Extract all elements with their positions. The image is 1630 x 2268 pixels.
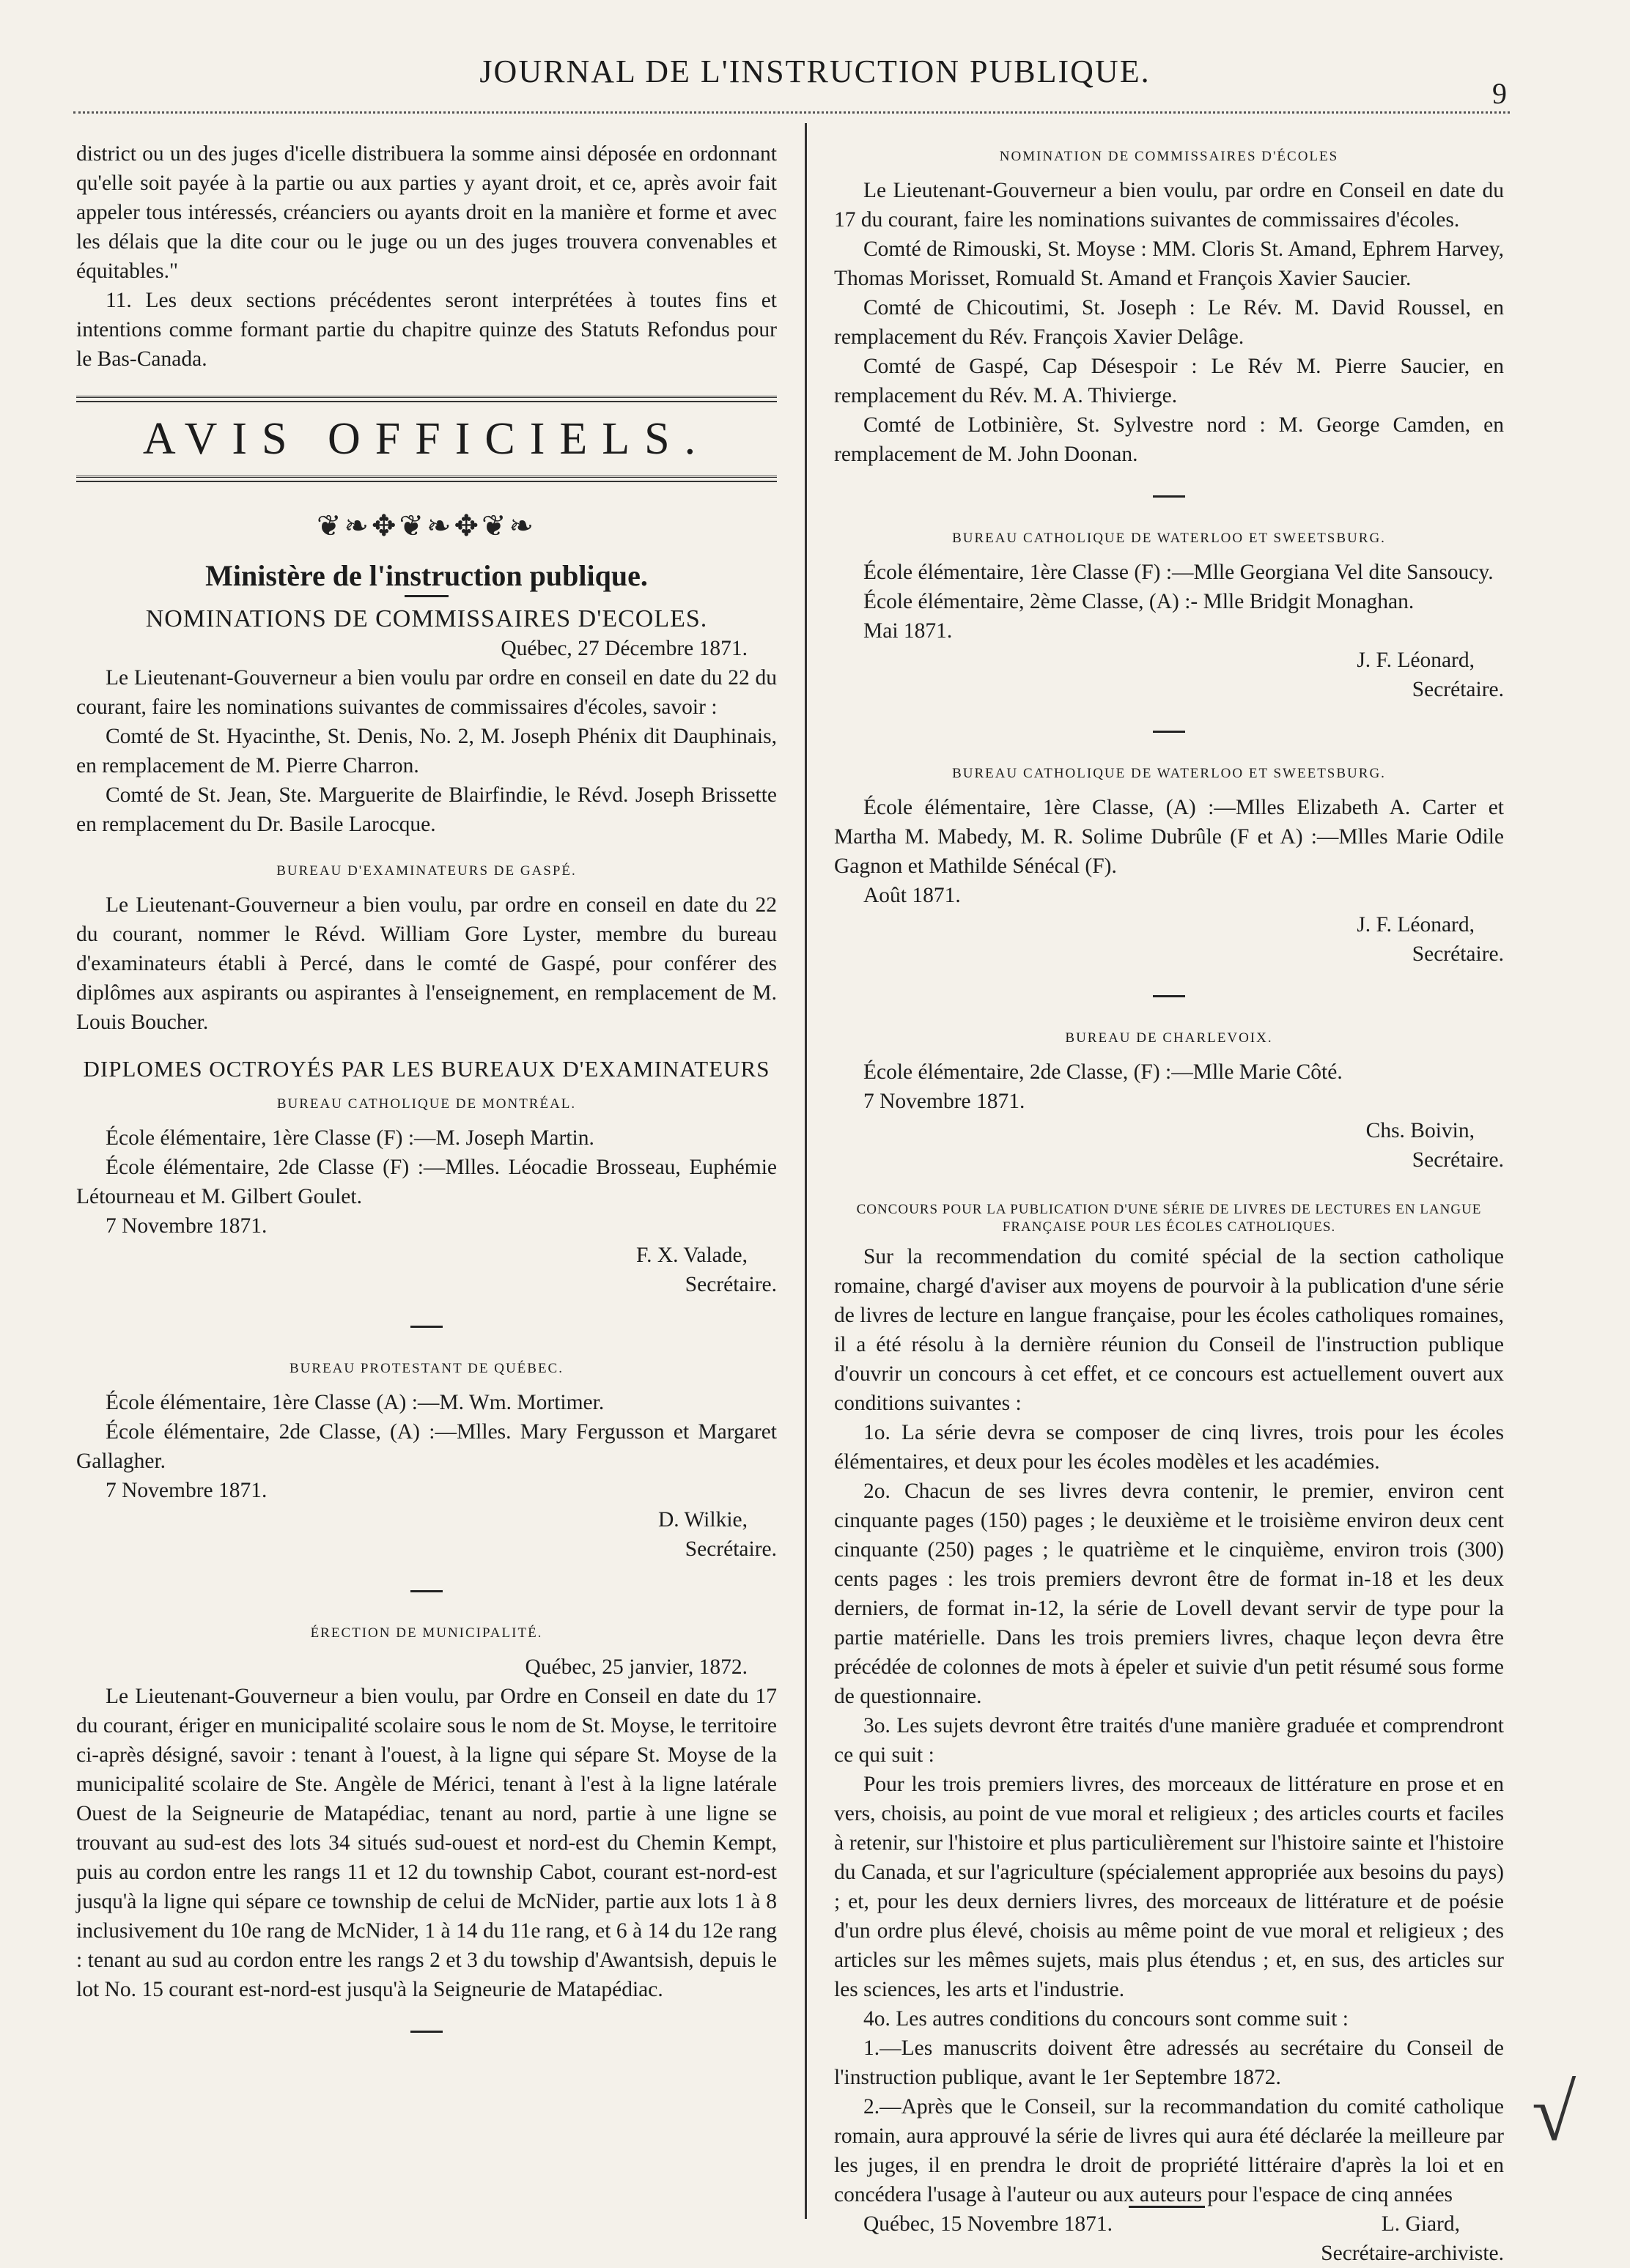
check-mark-icon: √ bbox=[1532, 2068, 1576, 2157]
concours-item: 3o. Les sujets devront être traités d'une manière graduée et comprendront ce qui suit : bbox=[834, 1714, 1504, 1767]
concours-item: 2o. Chacun de ses livres devra contenir, le premier, environ cent cinquante pages (150) pages ; le deuxième et le troisième environ deux cent cinquante (250) pages ; le quatrième et le cinquième, environ trois (300) cents pages : les trois premiers devront être de format in-18 et les deux derniers, de format in-12, la série de Lovell devant servir de type pour la partie matérielle. Dans les trois premiers livres, chaque leçon devra être précédée de colonnes de mots à épeler et suivie d'un petit résumé sous forme de questionnaire. bbox=[834, 1480, 1504, 1708]
right-column bbox=[834, 139, 1504, 2268]
waterloo-heading: BUREAU CATHOLIQUE DE WATERLOO ET SWEETSBURG. bbox=[952, 766, 1386, 781]
separator-rule bbox=[1153, 731, 1185, 733]
diploma-date: 7 Novembre 1871. bbox=[106, 1479, 268, 1502]
nominations-title: NOMINATIONS DE COMMISSAIRES D'ECOLES. bbox=[145, 605, 708, 632]
nomination-item: Comté de Chicoutimi, St. Joseph : Le Rév. M. David Roussel, en remplacement du Rév. François Xavier Delâge. bbox=[834, 296, 1504, 349]
separator-rule bbox=[410, 1326, 443, 1328]
end-rule bbox=[1129, 2206, 1205, 2208]
separator-rule bbox=[410, 2031, 443, 2033]
diploma-date: 7 Novembre 1871. bbox=[106, 1214, 268, 1238]
concours-item: 4o. Les autres conditions du concours sont comme suit : bbox=[863, 2007, 1349, 2031]
nominations-date: Québec, 27 Décembre 1871. bbox=[501, 637, 748, 660]
waterloo-heading: BUREAU CATHOLIQUE DE WATERLOO ET SWEETSBURG. bbox=[952, 531, 1386, 546]
diploma-line: École élémentaire, 1ère Classe (F) :—Mlle Georgiana Vel dite Sansoucy. bbox=[863, 561, 1494, 584]
section-11-paragraph: 11. Les deux sections précédentes seront interprétées à toutes fins et intentions comme formant partie du chapitre quinze des Statuts Refondus pour le Bas-Canada. bbox=[76, 289, 777, 371]
left-column bbox=[76, 139, 777, 2059]
diploma-line: École élémentaire, 1ère Classe (F) :—M. Joseph Martin. bbox=[106, 1126, 594, 1150]
quebec-protestant-heading: BUREAU PROTESTANT DE QUÉBEC. bbox=[290, 1361, 564, 1376]
signature-role: Secrétaire-archiviste. bbox=[1321, 2242, 1504, 2265]
signature-name: F. X. Valade, bbox=[636, 1244, 748, 1267]
nomination-item: Comté de St. Jean, Ste. Marguerite de Blairfindie, le Révd. Joseph Brissette en remplacement du Dr. Basile Larocque. bbox=[76, 783, 777, 836]
concours-signoff bbox=[834, 2209, 1504, 2239]
gaspe-paragraph: Le Lieutenant-Gouverneur a bien voulu, par ordre en conseil en date du 22 du courant, nommer le Révd. William Gore Lyster, membre du bureau d'examinateurs établi à Percé, dans le comté de Gaspé, pour conférer des diplômes aux aspirants ou aspirantes à l'enseignement, en remplacement de M. Louis Boucher. bbox=[76, 893, 777, 1034]
header-rule bbox=[73, 111, 1510, 114]
diploma-line: École élémentaire, 2de Classe, (A) :—Mlles. Mary Fergusson et Margaret Gallagher. bbox=[76, 1420, 777, 1473]
concours-intro: Sur la recommendation du comité spécial de la section catholique romaine, chargé d'aviser aux moyens de pourvoir à la publication d'une série de livres de lecture en langue française, pour les écoles catholiques romaines, il a été résolu à la dernière réunion du Conseil de l'instruction publique d'ouvrir un concours à cet effet, et ce concours est actuellement ouvert aux conditions suivantes : bbox=[834, 1245, 1504, 1415]
concours-item: 1o. La série devra se composer de cinq livres, trois pour les écoles élémentaires, et deux pour les écoles modèles et les académies. bbox=[834, 1421, 1504, 1474]
avis-officiels-title: AVIS OFFICIELS. bbox=[142, 414, 711, 464]
column-divider bbox=[805, 123, 807, 2219]
separator-rule bbox=[1153, 995, 1185, 997]
diploma-line: École élémentaire, 2de Classe (F) :—Mlles. Léocadie Brosseau, Euphémie Létourneau et M. Gilbert Goulet. bbox=[76, 1156, 777, 1208]
signature-role: Secrétaire. bbox=[685, 1273, 777, 1296]
signature-name: L. Giard, bbox=[1381, 2212, 1460, 2236]
municipalite-paragraph: Le Lieutenant-Gouverneur a bien voulu, par Ordre en Conseil en date du 17 du courant, ériger en municipalité scolaire sous le nom de St. Moyse, le territoire ci-après désigné, savoir : tenant à l'ouest, à la ligne qui sépare St. Moyse de la municipalité scolaire de Ste. Angèle de Mérici, tenant à l'est à la ligne latérale Ouest de la Seigneurie de Matapédiac, tenant au nord, partie à une ligne se trouvant au sud-est des lots 34 situés sud-ouest et nord-est du Chemin Kempt, puis au cordon entre les rangs 11 et 12 du township Cabot, courant est-nord-est jusqu'à la ligne qui sépare ce township de celui de McNider, partie aux lots 1 à 8 inclusivement du 10e rang de McNider, 1 à 14 du 11e rang, et 6 à 14 du 12e rang : tenant au sud au cordon entre les rangs 2 et 3 du towship d'Awantsish, depuis le lot No. 15 courant est-nord-est jusqu'à la Seigneurie de Matapédiac. bbox=[76, 1685, 777, 2001]
separator-rule bbox=[410, 1590, 443, 1592]
diploma-line: École élémentaire, 1ère Classe (A) :—M. Wm. Mortimer. bbox=[106, 1391, 605, 1414]
double-rule bbox=[76, 396, 777, 402]
montreal-heading: BUREAU CATHOLIQUE DE MONTRÉAL. bbox=[276, 1096, 577, 1112]
diploma-date: Mai 1871. bbox=[863, 619, 953, 643]
gaspe-heading: BUREAU D'EXAMINATEURS DE GASPÉ. bbox=[276, 863, 577, 879]
signature-role: Secrétaire. bbox=[685, 1537, 777, 1561]
concours-date: Québec, 15 Novembre 1871. bbox=[863, 2212, 1113, 2236]
diploma-line: École élémentaire, 2de Classe, (F) :—Mlle Marie Côté. bbox=[863, 1060, 1343, 1084]
signature-name: Chs. Boivin, bbox=[1365, 1119, 1475, 1142]
diplomes-title: DIPLOMES OCTROYÉS PAR LES BUREAUX D'EXAMINATEURS bbox=[83, 1056, 770, 1082]
nominations-intro: Le Lieutenant-Gouverneur a bien voulu par ordre en conseil en date du 22 du courant, faire les nominations suivantes de commissaires d'écoles, savoir : bbox=[76, 666, 777, 719]
signature-role: Secrétaire. bbox=[1412, 942, 1504, 966]
diploma-date: Août 1871. bbox=[863, 884, 961, 907]
concours-heading: CONCOURS POUR LA PUBLICATION D'UNE SÉRIE DE LIVRES DE LECTURES EN LANGUE FRANÇAISE POUR LES ÉCOLES CATHOLIQUES. bbox=[856, 1202, 1482, 1235]
nomination-item: Comté de Gaspé, Cap Désespoir : Le Rév M. Pierre Saucier, en remplacement du Rév. M. A. Thivierge. bbox=[834, 355, 1504, 407]
ministere-heading: Ministère de l'instruction publique. bbox=[205, 559, 648, 592]
signature-role: Secrétaire. bbox=[1412, 1148, 1504, 1172]
nomination-item: Comté de St. Hyacinthe, St. Denis, No. 2, M. Joseph Phénix dit Dauphinais, en remplacement de M. Pierre Charron. bbox=[76, 725, 777, 777]
municipalite-date: Québec, 25 janvier, 1872. bbox=[525, 1655, 748, 1679]
diploma-date: 7 Novembre 1871. bbox=[863, 1090, 1025, 1113]
municipalite-heading: ÉRECTION DE MUNICIPALITÉ. bbox=[310, 1625, 543, 1641]
concours-item: 2.—Après que le Conseil, sur la recommandation du comité catholique romain, aura approuvé la série de livres qui aura été déclarée la meilleure par les juges, il en prendra le droit de propriété littéraire d'après la loi et en concédera l'usage à l'auteur ou aux auteurs pour l'espace de cinq années bbox=[834, 2095, 1504, 2206]
page-number: 9 bbox=[1492, 77, 1507, 110]
signature-role: Secrétaire. bbox=[1412, 678, 1504, 701]
nomination-item: Comté de Lotbinière, St. Sylvestre nord : M. George Camden, en remplacement de M. John Doonan. bbox=[834, 413, 1504, 466]
signature-name: J. F. Léonard, bbox=[1357, 649, 1475, 672]
rimouski-intro: Le Lieutenant-Gouverneur a bien voulu, par ordre en Conseil en date du 17 du courant, faire les nominations suivantes de commissaires d'écoles. bbox=[834, 179, 1504, 232]
journal-title: JOURNAL DE L'INSTRUCTION PUBLIQUE. bbox=[479, 53, 1151, 89]
short-rule bbox=[405, 595, 449, 597]
diploma-line: École élémentaire, 1ère Classe, (A) :—Mlles Elizabeth A. Carter et Martha M. Mabedy, M. R. Solime Dubrûle (F et A) :—Mlles Marie Odile Gagnon et Mathilde Sénécal (F). bbox=[834, 796, 1504, 878]
diploma-line: École élémentaire, 2ème Classe, (A) :- Mlle Bridgit Monaghan. bbox=[863, 590, 1415, 613]
signature-name: D. Wilkie, bbox=[658, 1508, 748, 1532]
rimouski-heading: NOMINATION DE COMMISSAIRES D'ÉCOLES bbox=[999, 149, 1339, 164]
concours-item: 1.—Les manuscrits doivent être adressés au secrétaire du Conseil de l'instruction publique, avant le 1er Septembre 1872. bbox=[834, 2036, 1504, 2089]
nomination-item: Comté de Rimouski, St. Moyse : MM. Cloris St. Amand, Ephrem Harvey, Thomas Morisset, Romuald St. Amand et François Xavier Saucier. bbox=[834, 237, 1504, 290]
ornament-vignette: ❦❧✥❦❧✥❦❧ bbox=[316, 509, 537, 542]
charlevoix-heading: BUREAU DE CHARLEVOIX. bbox=[1065, 1030, 1273, 1046]
signature-name: J. F. Léonard, bbox=[1357, 913, 1475, 937]
separator-rule bbox=[1153, 495, 1185, 498]
concours-item: Pour les trois premiers livres, des morceaux de littérature en prose et en vers, choisis, au point de vue moral et religieux ; des articles courts et faciles à retenir, sur l'histoire et plus particulièrement sur l'histoire sainte et l'histoire du Canada, et sur l'agriculture (spécialement appropriée aux besoins du pays) ; et, pour les deux derniers livres, des morceaux de littérature et de poésie d'un ordre plus élevé, choisis au même point de vue moral et religieux ; des articles sur les mêmes sujets, mais plus étendus ; et, en sus, des articles sur les sciences, les arts et l'industrie. bbox=[834, 1773, 1504, 2001]
continuation-paragraph: district ou un des juges d'icelle distribuera la somme ainsi déposée en ordonnant qu'elle soit payée à la partie ou aux parties y ayant droit, et ce, après avoir fait appeler tous intéressés, créanciers ou ayants droit en la manière et forme et avec les délais que la dite cour ou le juge ou un des juges trouvera convenables et équitables." bbox=[76, 142, 777, 283]
double-rule bbox=[76, 476, 777, 482]
